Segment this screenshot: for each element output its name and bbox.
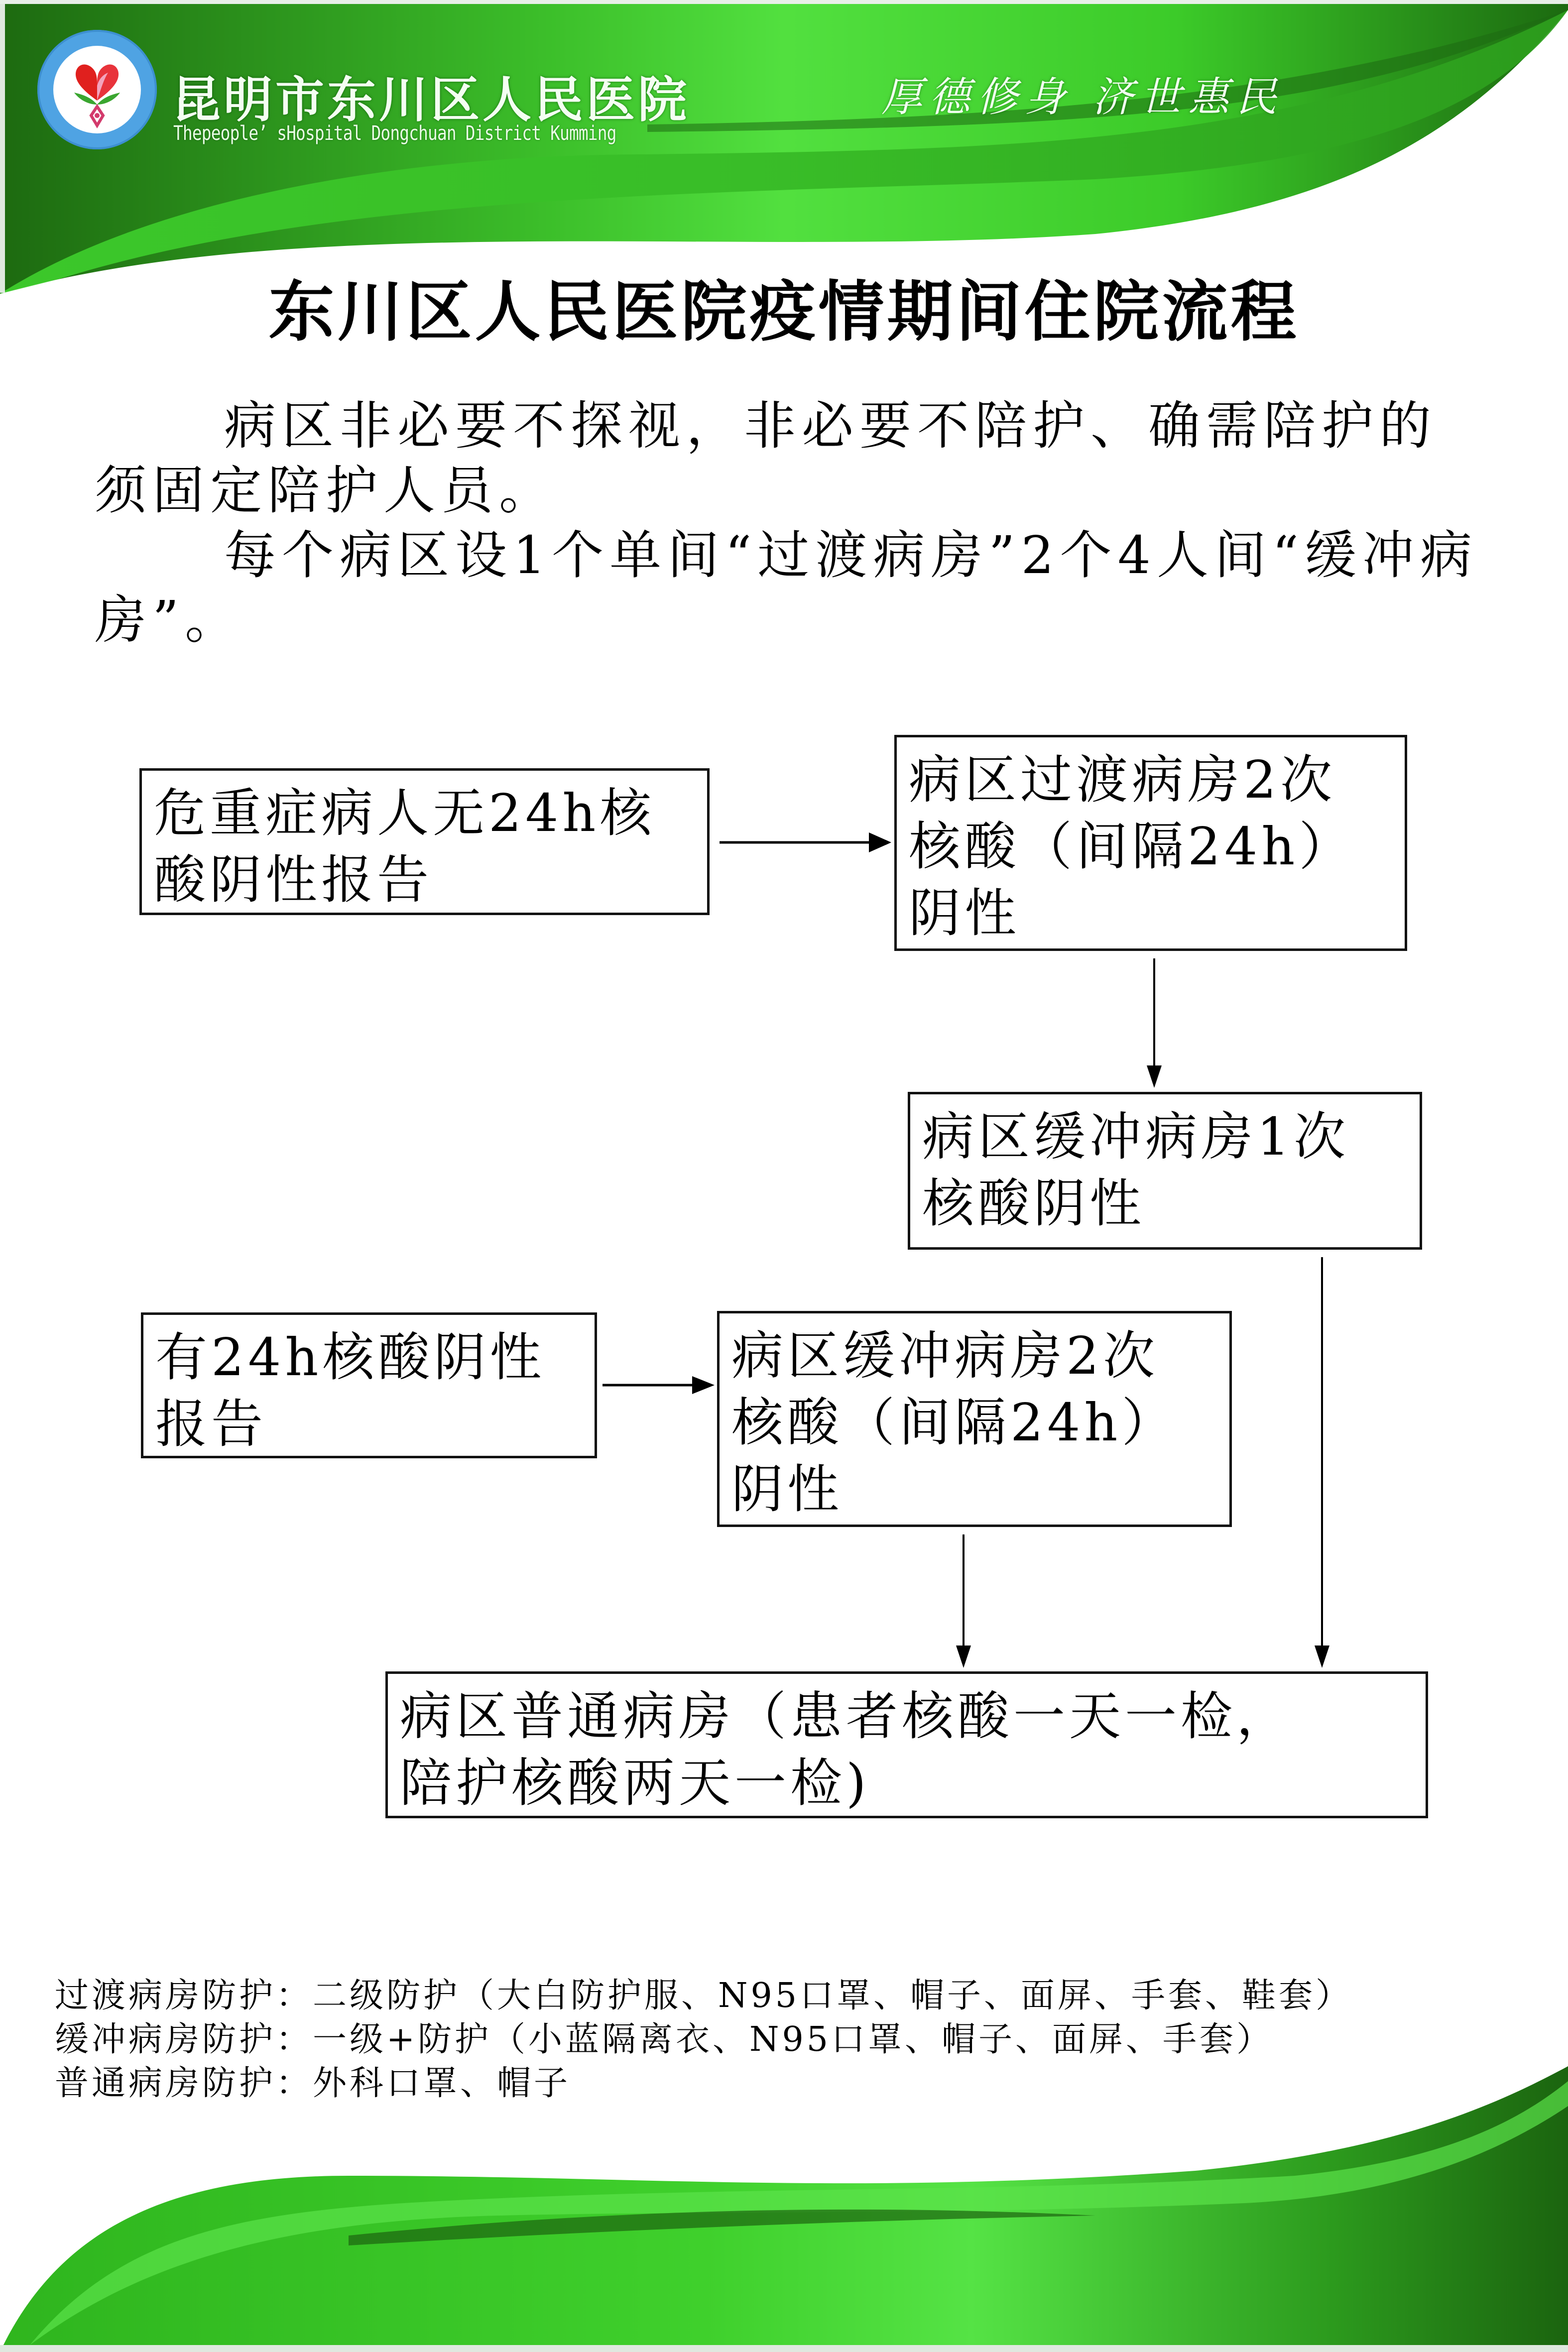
- box-line: 阴性: [909, 883, 1021, 943]
- hospital-slogan: 厚德修身 济世惠民: [881, 74, 1284, 121]
- arrow-down-icon: [956, 1534, 971, 1668]
- box-line: 病区缓冲病房2次: [731, 1325, 1159, 1386]
- hospital-name: 昆明市东川区人民医院: [172, 72, 690, 128]
- box-line: 病区普通病房（患者核酸一天一检，: [400, 1686, 1293, 1747]
- box-line: 核酸（间隔24h）: [909, 816, 1355, 877]
- hospital-name-english: Thepeople’ sHospital Dongchuan District Kumming: [173, 122, 616, 145]
- note-transition-ward: 过渡病房防护：二级防护（大白防护服、N95口罩、帽子、面屏、手套、鞋套）: [55, 1976, 1353, 2015]
- box-line: 陪护核酸两天一检): [400, 1753, 870, 1813]
- page-title: 东川区人民医院疫情期间住院流程: [268, 274, 1300, 351]
- note-general-ward: 普通病房防护：外科口罩、帽子: [55, 2064, 571, 2103]
- arrow-right-icon: [720, 832, 891, 852]
- box-line: 有24h核酸阴性: [155, 1327, 546, 1388]
- note-buffer-ward: 缓冲病房防护：一级+防护（小蓝隔离衣、N95口罩、帽子、面屏、手套）: [55, 2020, 1274, 2059]
- arrow-down-icon: [1315, 1257, 1329, 1668]
- box-line: 酸阴性报告: [154, 849, 433, 910]
- box-line: 危重症病人无24h核: [154, 783, 656, 843]
- arrow-down-icon: [1147, 958, 1162, 1088]
- box-line: 核酸阴性: [922, 1173, 1146, 1234]
- box-line: 核酸（间隔24h）: [731, 1392, 1178, 1453]
- box-line: 报告: [155, 1394, 267, 1454]
- box-line: 病区过渡病房2次: [909, 749, 1336, 810]
- intro-paragraph-wards: 每个病区设1个单间“过渡病房”2个4人间“缓冲病房”。: [95, 525, 1478, 650]
- box-line: 阴性: [731, 1459, 844, 1520]
- footer-banner: [0, 2066, 1568, 2352]
- arrow-right-icon: [603, 1376, 715, 1394]
- intro-paragraph-visiting: 病区非必要不探视，非必要不陪护、确需陪护的须固定陪护人员。: [95, 395, 1438, 521]
- box-line: 病区缓冲病房1次: [922, 1106, 1350, 1167]
